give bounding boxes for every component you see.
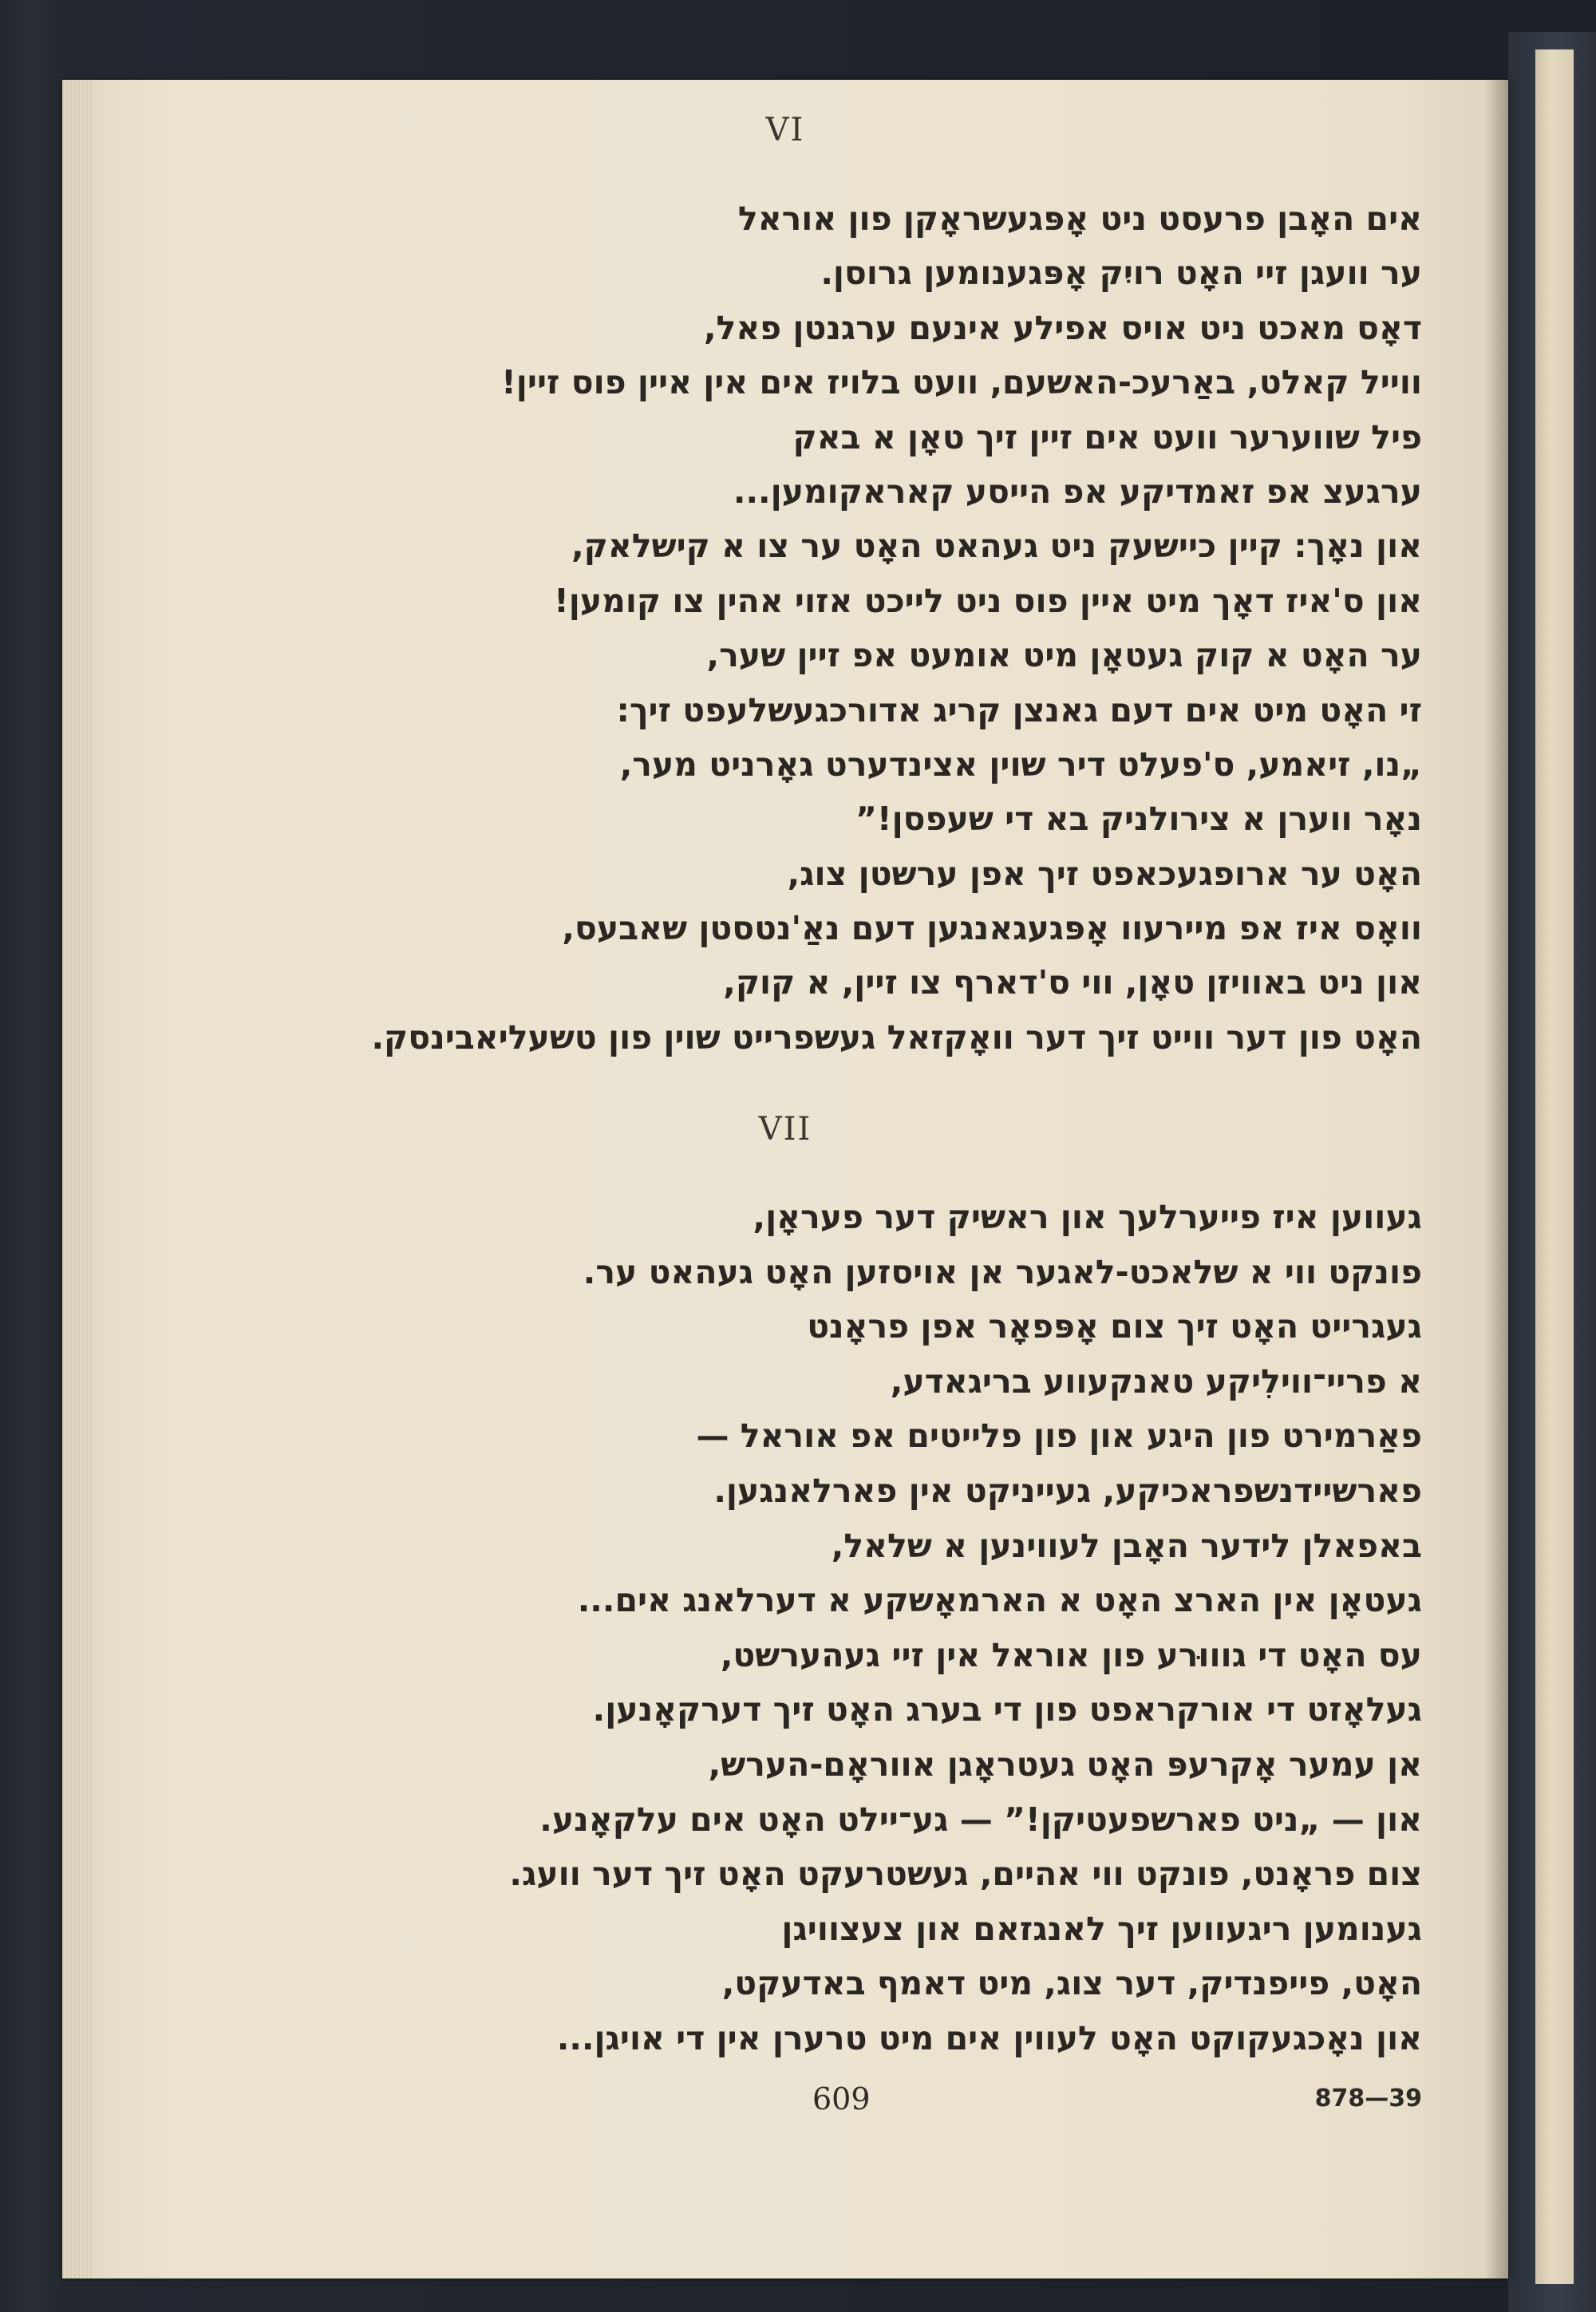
verse-line: און נאָך: קיין כיישעק ניט געהאט האָט ער צו א קישלאק,: [571, 527, 1422, 566]
verse-line: ווייל קאלט, באַרעכ-האשעם, וועט בלויז אים אין איין פוס זיין!: [501, 363, 1422, 402]
section-numeral-vii: VII: [758, 1111, 812, 1148]
verse-line: באפאלן לידער האָבן לעווינען א שלאל,: [831, 1526, 1422, 1565]
verse-line: האָט ער ארופגעכאפט זיך אפן ערשטן צוג,: [787, 854, 1422, 893]
verse-line: גענומען ריגעווען זיך לאנגזאם און צעצוויגן: [781, 1909, 1422, 1948]
poem-section-vii: [225, 1190, 1422, 2066]
verse-line: געלאָזט די אורקראפט פון די בערג האָט זיך דערקאָנען.: [592, 1690, 1422, 1729]
verse-line: אים האָבן פרעסט ניט אָפּגעשראָקן פון אוראל: [737, 200, 1422, 238]
facing-page-edge: [1535, 49, 1574, 2284]
verse-line: ער וועגן זיי האָט רויִק אָפּגענומען גרוסן.: [820, 254, 1422, 293]
section-numeral-vi: VI: [765, 112, 805, 148]
verse-line: אן עמער אָקרעפּ האָט געטראָגן אווראָם-הערש,: [708, 1745, 1422, 1784]
poem-section-vi: [225, 192, 1422, 1065]
verse-line: האָט פון דער ווייט זיך דער וואָקזאל געשפרייט שוין פון טשעליאבינסק.: [371, 1018, 1422, 1057]
verse-line: פאַרמירט פון היגע און פון פלייטים אפ אוראל —: [696, 1417, 1422, 1456]
verse-line: פארשיידנשפראכיקע, געייניקט אין פארלאנגען.: [713, 1471, 1422, 1510]
verse-line: זי האָט מיט אים דעם גאנצן קריג אדורכגעשלעפט זיך:: [616, 690, 1422, 729]
verse-line: „נו, זיאמע, ס'פעלט דיר שוין אצינדערט גאָרניט מער,: [619, 745, 1422, 784]
verse-line: צום פראָנט, פונקט ווי אהיים, געשטרעקט האָט זיך דער וועג.: [509, 1855, 1422, 1894]
verse-line: און ס'איז דאָך מיט איין פוס ניט לייכט אזוי אהין צו קומען!: [554, 581, 1422, 620]
book-page: [62, 80, 1508, 2278]
page-gutter-shadow: [1484, 80, 1508, 2278]
verse-line: און ניט באוויזן טאָן, ווי ס'דארף צו זיין, א קוק,: [723, 963, 1422, 1002]
page-number: 609: [812, 2081, 871, 2116]
verse-line: און — „ניט פארשפעטיקן!” — גע־יילט האָט אים עלקאָנע.: [539, 1800, 1422, 1839]
verse-line: נאָר ווערן א צירולניק בא די שעפסן!”: [855, 800, 1422, 839]
verse-line: ערגעצ אפ זאמדיקע אפ הייסע קאראקומען...: [733, 472, 1422, 511]
verse-line: ער האָט א קוק געטאָן מיט אומעט אפ זיין שער,: [706, 636, 1422, 675]
verse-line: און נאָכגעקוקט האָט לעווין אים מיט טרערן אין די אויגן...: [556, 2018, 1422, 2057]
verse-line: געגרייט האָט זיך צום אָפּפאָר אפן פראָנט: [807, 1307, 1422, 1346]
verse-line: וואָס איז אפ מיירעוו אָפּגעגאנגען דעם נאַ'נטסטן שאבעס,: [562, 909, 1422, 948]
printer-signature-mark: 878—39: [1314, 2085, 1422, 2112]
verse-line: האָט, פייפנדיק, דער צוג, מיט דאמף באדעקט,: [721, 1964, 1422, 2003]
verse-line: דאָס מאכט ניט אויס אפילע אינעם ערגנטן פאל,: [703, 308, 1422, 347]
verse-line: א פריי־ווילִיקע טאנקעווע בריגאדע,: [890, 1362, 1422, 1401]
verse-line: פיל שווערער וועט אים זיין זיך טאָן א באק: [792, 417, 1422, 456]
verse-line: עס האָט די גוווּרע פון אוראל אין זיי געהערשט,: [720, 1635, 1422, 1674]
verse-line: געטאָן אין הארצ האָט א הארמאָשקע א דערלאנג אים...: [577, 1581, 1422, 1620]
verse-line: פונקט ווי א שלאכט-לאגער אן אויסזען האָט געהאט ער.: [583, 1252, 1422, 1291]
page-stack-edges: [62, 80, 94, 2278]
verse-line: געווען איז פייערלעך און ראשיק דער פעראָן,: [753, 1198, 1422, 1236]
